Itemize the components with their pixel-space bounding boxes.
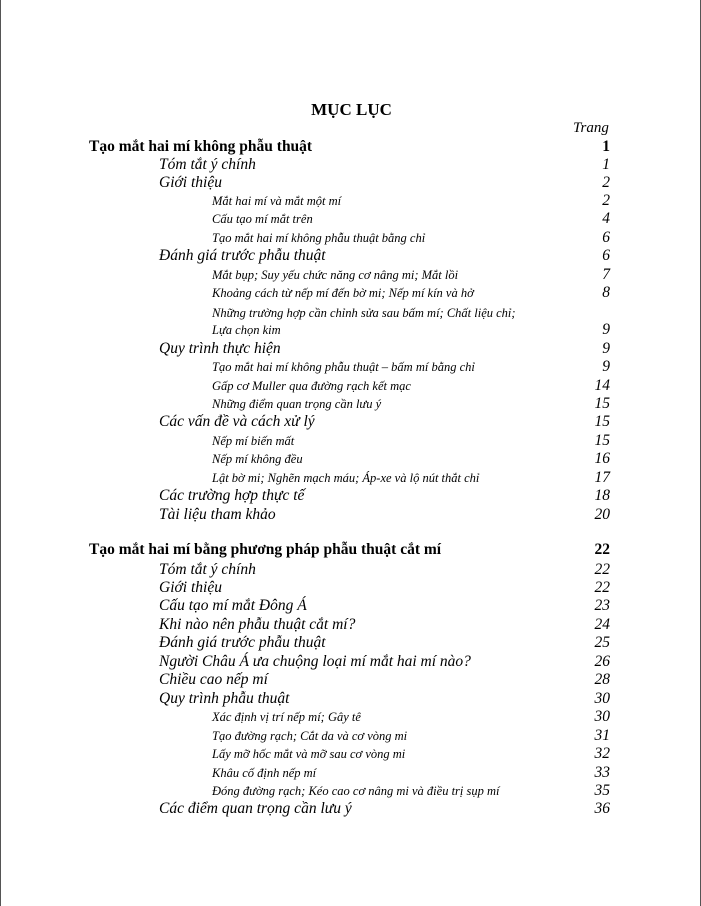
toc-entry-title: Các điểm quan trọng cần lưu ý (159, 800, 352, 817)
toc-entry-page: 2 (602, 192, 610, 209)
toc-entry (1, 229, 701, 247)
toc-entry-title: Người Châu Á ưa chuộng loại mí mắt hai mí nào? (159, 653, 471, 670)
toc-entry-title: Xác định vị trí nếp mí; Gây tê (212, 710, 361, 724)
toc-entry (1, 800, 701, 818)
toc-entry-page: 22 (594, 541, 610, 558)
toc-entry-title: Quy trình phẫu thuật (159, 690, 290, 707)
toc-entry (1, 561, 701, 579)
toc-entry-page: 26 (594, 653, 610, 670)
toc-entry-page: 14 (594, 377, 610, 394)
toc-entry-title: Gấp cơ Muller qua đường rạch kết mạc (212, 379, 411, 393)
toc-entry-page: 36 (594, 800, 610, 817)
toc-entry (1, 413, 701, 431)
toc-entry-title: Đánh giá trước phẫu thuật (159, 247, 326, 264)
toc-entry-title: Mắt hai mí và mắt một mí (212, 194, 342, 208)
toc-entry (1, 506, 701, 524)
toc-heading: MỤC LỤC (311, 100, 392, 119)
toc-entry-title: Những trường hợp cần chỉnh sửa sau bấm mí; Chất liệu chỉ; (212, 306, 516, 320)
toc-entry (1, 395, 701, 413)
toc-entry (1, 469, 701, 487)
toc-entry-title: Tạo mắt hai mí không phẫu thuật – bấm mí bằng chỉ (212, 360, 475, 374)
toc-entry (1, 597, 701, 615)
toc-entry-page: 7 (602, 266, 610, 283)
toc-entry-page: 1 (602, 156, 610, 173)
toc-entry-page: 15 (594, 395, 610, 412)
toc-entry-page: 35 (594, 782, 610, 799)
toc-entry-page: 15 (594, 432, 610, 449)
toc-entry-page: 28 (594, 671, 610, 688)
toc-entry-title: Cấu tạo mí mắt Đông Á (159, 597, 307, 614)
toc-entry-title: Tạo đường rạch; Cắt da và cơ vòng mi (212, 729, 408, 743)
toc-entry-title: Lật bờ mi; Nghẽn mạch máu; Áp-xe và lộ nút thắt chỉ (212, 471, 480, 485)
toc-entry-page: 32 (594, 745, 610, 762)
toc-entry-title: Khoảng cách từ nếp mí đến bờ mi; Nếp mí kín và hở (212, 286, 474, 300)
toc-entry-page: 1 (602, 138, 610, 155)
toc-entry-title: Lựa chọn kim (212, 323, 281, 337)
toc-entry (1, 487, 701, 505)
toc-entry (1, 304, 701, 322)
toc-entry-title: Tạo mắt hai mí không phẫu thuật bằng chỉ (212, 231, 426, 245)
toc-entry-title: Khi nào nên phẫu thuật cắt mí? (159, 616, 356, 633)
toc-entry (1, 321, 701, 339)
toc-entry (1, 690, 701, 708)
toc-entry-page: 25 (594, 634, 610, 651)
toc-entry-page: 4 (602, 210, 610, 227)
toc-entry-title: Đóng đường rạch; Kéo cao cơ nâng mi và điều trị sụp mí (212, 784, 500, 798)
toc-entry (1, 745, 701, 763)
toc-entry (1, 284, 701, 302)
toc-entry (1, 764, 701, 782)
toc-entry (1, 616, 701, 634)
toc-entry-title: Cấu tạo mí mắt trên (212, 212, 313, 226)
toc-entry (1, 782, 701, 800)
toc-entry-page: 6 (602, 247, 610, 264)
toc-entry-page: 30 (594, 708, 610, 725)
toc-entry-title: Lấy mỡ hốc mắt và mỡ sau cơ vòng mi (212, 747, 406, 761)
toc-entry (1, 340, 701, 358)
toc-entry (1, 708, 701, 726)
toc-entry-page: 2 (602, 174, 610, 191)
toc-entry (1, 358, 701, 376)
toc-entry-title: Các trường hợp thực tế (159, 487, 305, 504)
toc-entry-page: 9 (602, 358, 610, 375)
toc-entry (1, 450, 701, 468)
toc-entry-page: 31 (594, 727, 610, 744)
toc-entry-title: Đánh giá trước phẫu thuật (159, 634, 326, 651)
page-column-label: Trang (573, 120, 609, 136)
toc-entry (1, 432, 701, 450)
toc-entry (1, 156, 701, 174)
toc-entry-title: Nếp mí biến mất (212, 434, 295, 448)
toc-entry-page: 8 (602, 284, 610, 301)
toc-entry-title: Tạo mắt hai mí bằng phương pháp phẫu thuật cắt mí (89, 541, 442, 558)
toc-entry (1, 653, 701, 671)
toc-entry (1, 671, 701, 689)
toc-entry (1, 138, 701, 156)
toc-entry-page: 16 (594, 450, 610, 467)
toc-entry-page: 9 (602, 340, 610, 357)
toc-entry-page: 17 (594, 469, 610, 486)
toc-entry-page: 15 (594, 413, 610, 430)
toc-entry-title: Tóm tắt ý chính (159, 561, 256, 578)
toc-entry (1, 579, 701, 597)
toc-entry (1, 192, 701, 210)
toc-entry (1, 266, 701, 284)
toc-entry-page: 24 (594, 616, 610, 633)
toc-entry-title: Giới thiệu (159, 579, 222, 596)
toc-entry (1, 634, 701, 652)
toc-entry-page: 22 (594, 579, 610, 596)
toc-entry-title: Nếp mí không đều (212, 452, 303, 466)
toc-entry-title: Giới thiệu (159, 174, 222, 191)
toc-entry (1, 727, 701, 745)
toc-entry-title: Tài liệu tham khảo (159, 506, 276, 523)
toc-entry-title: Tóm tắt ý chính (159, 156, 256, 173)
toc-entry-page: 22 (594, 561, 610, 578)
toc-entry-title: Khâu cố định nếp mí (212, 766, 317, 780)
toc-entry (1, 541, 701, 559)
toc-entry-page: 18 (594, 487, 610, 504)
toc-entry-title: Những điểm quan trọng cần lưu ý (212, 397, 382, 411)
toc-entry-page: 23 (594, 597, 610, 614)
toc-entry (1, 174, 701, 192)
toc-entry-title: Tạo mắt hai mí không phẫu thuật (89, 138, 313, 155)
toc-entry-page: 6 (602, 229, 610, 246)
toc-entry-page: 20 (594, 506, 610, 523)
toc-entry-title: Chiều cao nếp mí (159, 671, 268, 688)
toc-entry (1, 377, 701, 395)
toc-entry-title: Các vấn đề và cách xử lý (159, 413, 315, 430)
toc-entry-page: 30 (594, 690, 610, 707)
toc-entry (1, 247, 701, 265)
toc-entry (1, 210, 701, 228)
toc-entry-page: 9 (602, 321, 610, 338)
toc-entry-title: Mắt bụp; Suy yếu chức năng cơ nâng mi; Mắt lồi (212, 268, 459, 282)
toc-entry-page: 33 (594, 764, 610, 781)
toc-entry-title: Quy trình thực hiện (159, 340, 281, 357)
